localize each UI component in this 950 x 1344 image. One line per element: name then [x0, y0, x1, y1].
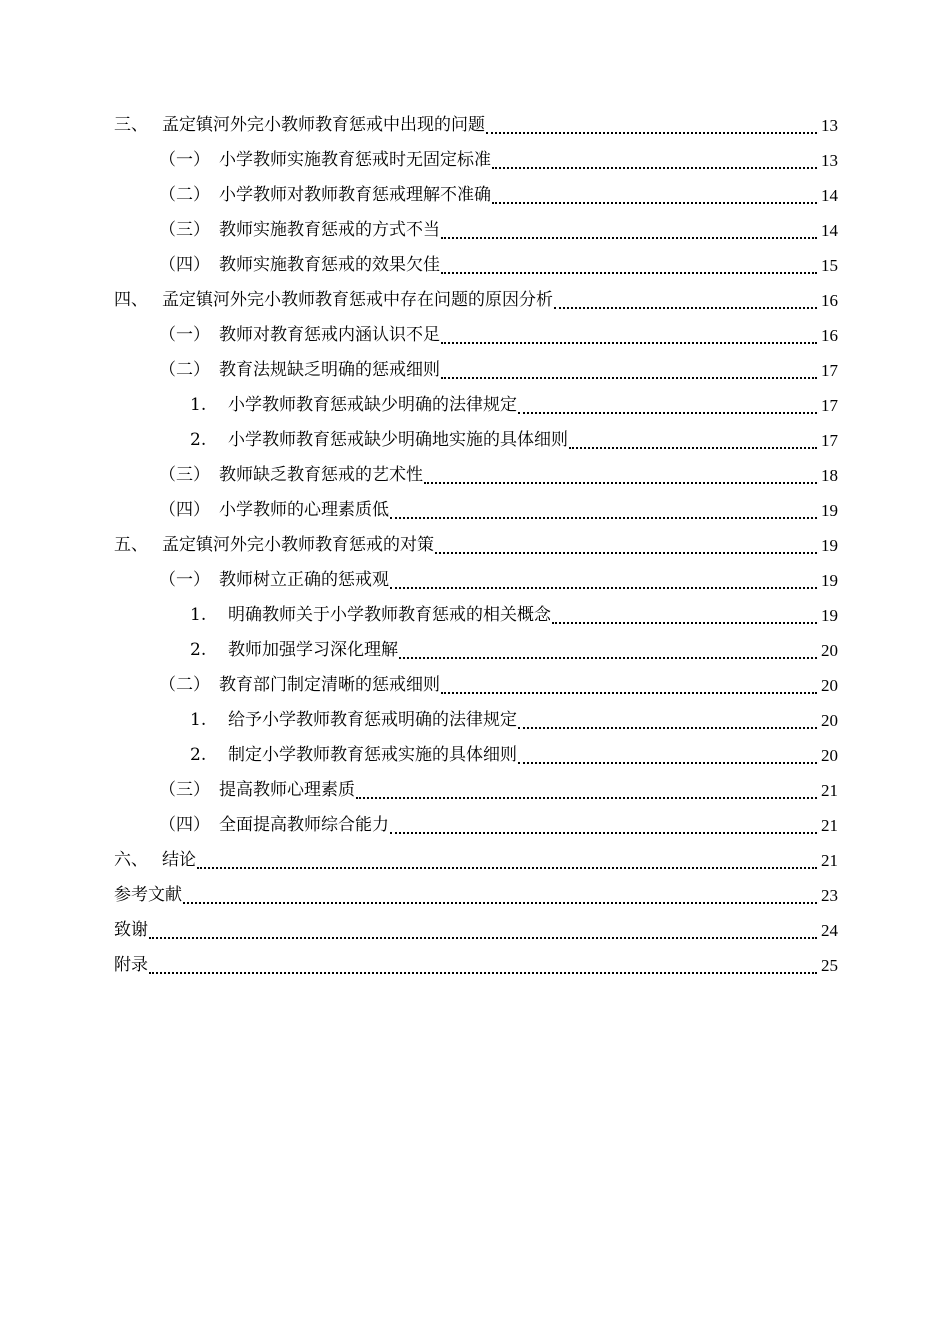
toc-entry-title: 附录: [114, 955, 148, 975]
toc-entry-number: （三）: [159, 220, 210, 240]
dot-leader: [517, 388, 818, 423]
toc-entry-title: 教育法规缺乏明确的惩戒细则: [219, 360, 440, 380]
dot-leader: [517, 738, 818, 773]
toc-entry-number: 2.: [190, 745, 207, 765]
toc-entry-title: 教师实施教育惩戒的方式不当: [219, 220, 440, 240]
toc-entry-number: （一）: [159, 150, 210, 170]
dot-leader: [485, 108, 818, 143]
toc-entry-page-number: 25: [821, 956, 838, 975]
toc-entry[interactable]: [114, 598, 838, 633]
toc-entry-page-number: 20: [821, 676, 838, 695]
toc-entry-title: 教师树立正确的惩戒观: [219, 570, 389, 590]
toc-entry-number: 四、: [114, 290, 148, 310]
toc-entry-title: 孟定镇河外完小教师教育惩戒的对策: [162, 535, 434, 555]
toc-entry[interactable]: [114, 528, 838, 563]
toc-entry-page-number: 21: [821, 816, 838, 835]
dot-leader: [196, 843, 818, 878]
dot-leader: [440, 353, 818, 388]
toc-entry-title: 致谢: [114, 920, 148, 940]
toc-entry-number: 1.: [190, 710, 207, 730]
dot-leader: [389, 808, 818, 843]
toc-entry-title: 制定小学教师教育惩戒实施的具体细则: [228, 745, 517, 765]
dot-leader: [551, 598, 818, 633]
toc-entry-title: 教育部门制定清晰的惩戒细则: [219, 675, 440, 695]
toc-entry[interactable]: [114, 808, 838, 843]
toc-entry-page-number: 17: [821, 396, 838, 415]
toc-entry-page-number: 19: [821, 501, 838, 520]
toc-entry[interactable]: [114, 143, 838, 178]
dot-leader: [440, 318, 818, 353]
toc-entry-page-number: 20: [821, 711, 838, 730]
toc-entry-number: 六、: [114, 850, 148, 870]
toc-entry-page-number: 14: [821, 186, 838, 205]
toc-entry-title: 教师实施教育惩戒的效果欠佳: [219, 255, 440, 275]
toc-entry-page-number: 21: [821, 781, 838, 800]
dot-leader: [389, 493, 818, 528]
toc-entry[interactable]: [114, 948, 838, 983]
toc-entry[interactable]: [114, 843, 838, 878]
toc-entry-number: （一）: [159, 325, 210, 345]
dot-leader: [182, 878, 818, 913]
table-of-contents: [114, 108, 838, 983]
dot-leader: [568, 423, 818, 458]
toc-entry-title: 结论: [162, 850, 196, 870]
dot-leader: [440, 213, 818, 248]
toc-entry-page-number: 24: [821, 921, 838, 940]
toc-entry-title: 给予小学教师教育惩戒明确的法律规定: [228, 710, 517, 730]
toc-entry-page-number: 19: [821, 606, 838, 625]
toc-entry[interactable]: [114, 773, 838, 808]
dot-leader: [389, 563, 818, 598]
toc-entry-title: 孟定镇河外完小教师教育惩戒中出现的问题: [162, 115, 485, 135]
toc-entry-page-number: 16: [821, 326, 838, 345]
toc-entry-number: （四）: [159, 815, 210, 835]
toc-entry[interactable]: [114, 633, 838, 668]
dot-leader: [423, 458, 818, 493]
toc-entry-title: 小学教师实施教育惩戒时无固定标准: [219, 150, 491, 170]
toc-entry-title: 提高教师心理素质: [219, 780, 355, 800]
toc-entry[interactable]: [114, 213, 838, 248]
dot-leader: [398, 633, 818, 668]
toc-entry[interactable]: [114, 913, 838, 948]
toc-entry-number: 五、: [114, 535, 148, 555]
toc-entry[interactable]: [114, 353, 838, 388]
dot-leader: [491, 143, 818, 178]
toc-entry-page-number: 13: [821, 116, 838, 135]
toc-entry[interactable]: [114, 563, 838, 598]
toc-entry-number: （二）: [159, 185, 210, 205]
dot-leader: [517, 703, 818, 738]
dot-leader: [148, 913, 818, 948]
toc-entry-page-number: 19: [821, 536, 838, 555]
toc-entry-title: 小学教师教育惩戒缺少明确的法律规定: [228, 395, 517, 415]
toc-entry[interactable]: [114, 388, 838, 423]
toc-entry-number: （三）: [159, 780, 210, 800]
toc-entry-title: 小学教师对教师教育惩戒理解不准确: [219, 185, 491, 205]
toc-entry-number: 1.: [190, 395, 207, 415]
toc-entry[interactable]: [114, 108, 838, 143]
dot-leader: [491, 178, 818, 213]
toc-entry-title: 孟定镇河外完小教师教育惩戒中存在问题的原因分析: [162, 290, 553, 310]
toc-entry-number: 1.: [190, 605, 207, 625]
toc-entry-title: 小学教师教育惩戒缺少明确地实施的具体细则: [228, 430, 568, 450]
toc-entry[interactable]: [114, 283, 838, 318]
toc-entry-number: （四）: [159, 500, 210, 520]
toc-entry-title: 小学教师的心理素质低: [219, 500, 389, 520]
toc-entry-page-number: 20: [821, 641, 838, 660]
toc-entry-number: （二）: [159, 360, 210, 380]
toc-entry-page-number: 17: [821, 431, 838, 450]
toc-entry-number: 2.: [190, 430, 207, 450]
toc-entry-page-number: 16: [821, 291, 838, 310]
dot-leader: [553, 283, 818, 318]
toc-entry[interactable]: [114, 668, 838, 703]
toc-entry-title: 参考文献: [114, 885, 182, 905]
dot-leader: [440, 248, 818, 283]
dot-leader: [434, 528, 818, 563]
toc-entry-title: 教师缺乏教育惩戒的艺术性: [219, 465, 423, 485]
toc-entry[interactable]: [114, 878, 838, 913]
toc-entry-number: （一）: [159, 570, 210, 590]
toc-entry-number: （三）: [159, 465, 210, 485]
toc-entry-number: （二）: [159, 675, 210, 695]
dot-leader: [355, 773, 818, 808]
toc-entry[interactable]: [114, 178, 838, 213]
toc-entry-page-number: 18: [821, 466, 838, 485]
toc-entry-title: 教师对教育惩戒内涵认识不足: [219, 325, 440, 345]
dot-leader: [440, 668, 818, 703]
toc-entry-page-number: 15: [821, 256, 838, 275]
toc-entry[interactable]: [114, 493, 838, 528]
toc-entry-page-number: 13: [821, 151, 838, 170]
toc-entry[interactable]: [114, 318, 838, 353]
toc-entry-number: 2.: [190, 640, 207, 660]
toc-entry-page-number: 20: [821, 746, 838, 765]
toc-entry[interactable]: [114, 423, 838, 458]
toc-entry-page-number: 14: [821, 221, 838, 240]
toc-entry-page-number: 19: [821, 571, 838, 590]
dot-leader: [148, 948, 818, 983]
toc-entry-page-number: 21: [821, 851, 838, 870]
toc-entry-page-number: 17: [821, 361, 838, 380]
toc-entry[interactable]: [114, 738, 838, 773]
toc-entry-page-number: 23: [821, 886, 838, 905]
toc-entry-number: （四）: [159, 255, 210, 275]
toc-entry[interactable]: [114, 703, 838, 738]
toc-entry-title: 明确教师关于小学教师教育惩戒的相关概念: [228, 605, 551, 625]
toc-entry-title: 全面提高教师综合能力: [219, 815, 389, 835]
toc-entry-title: 教师加强学习深化理解: [228, 640, 398, 660]
toc-entry[interactable]: [114, 248, 838, 283]
toc-entry-number: 三、: [114, 115, 148, 135]
toc-entry[interactable]: [114, 458, 838, 493]
